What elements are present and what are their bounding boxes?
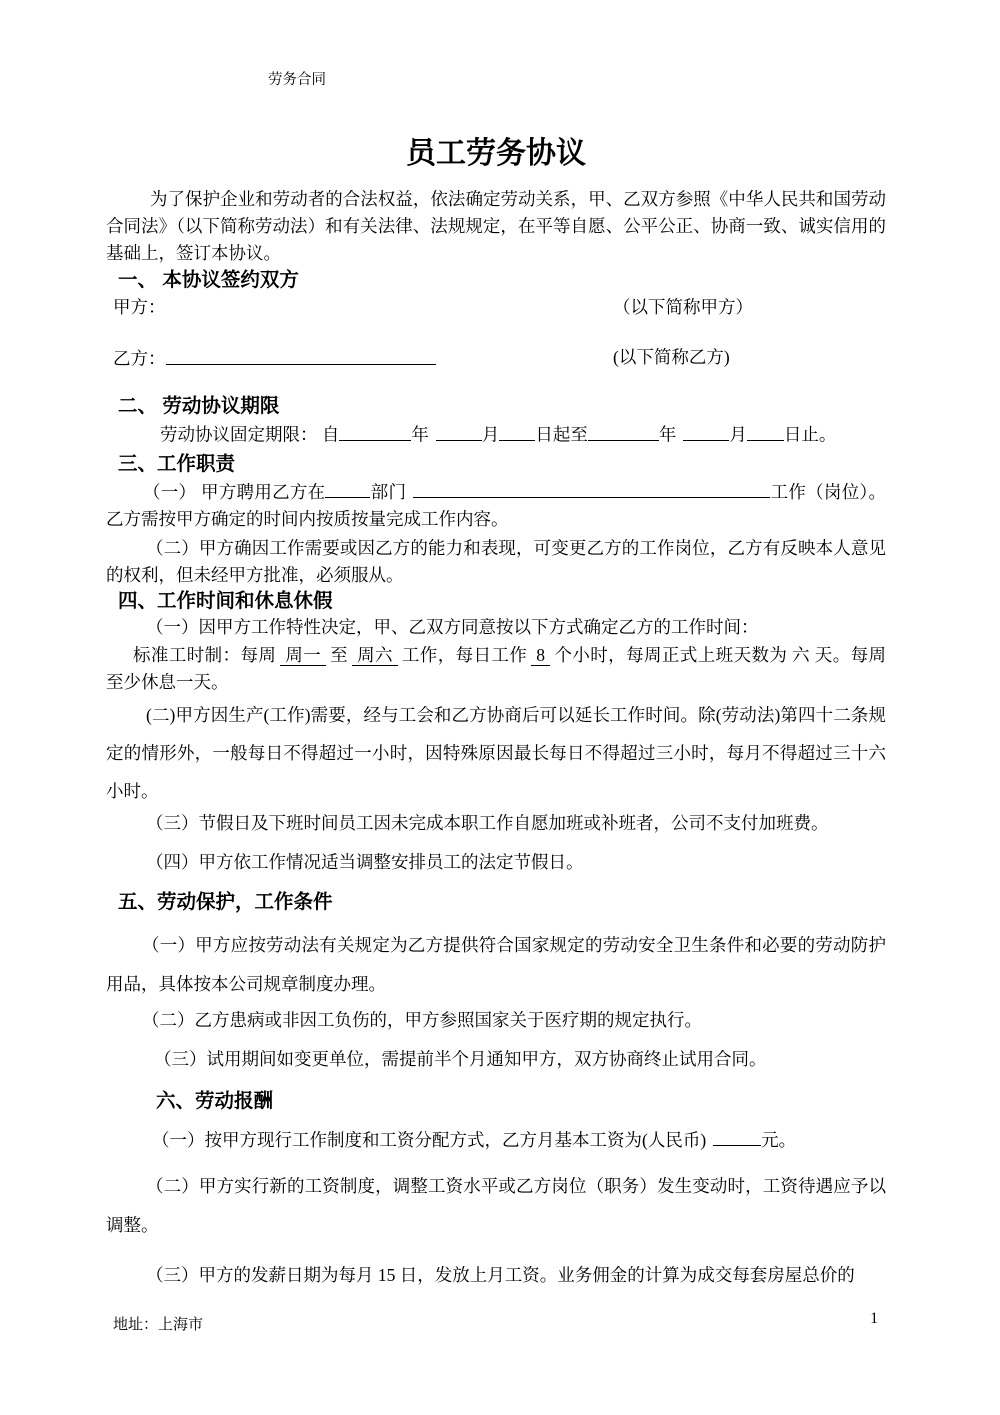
term-year2-text: 年 bbox=[658, 424, 677, 445]
party-a-note: （以下简称甲方） bbox=[613, 297, 753, 317]
section4-item1: （一）因甲方工作特性决定，甲、乙双方同意按以下方式确定乙方的工作时间： bbox=[146, 616, 759, 637]
section4-item2: (二)甲方因生产(工作)需要，经与工会和乙方协商后可以延长工作时间。除(劳动法)第四十二条规定的情形外，一般每日不得超过一小时，因特殊原因最长每日不得超过三小时，每月不得超过三十六小时。 bbox=[106, 704, 886, 801]
s6-item1-pre-text: （一）按甲方现行工作制度和工资分配方式，乙方月基本工资为(人民币) bbox=[152, 1129, 707, 1150]
term-blank-month2 bbox=[683, 422, 729, 441]
party-b-blank-field bbox=[166, 346, 436, 365]
party-a-row bbox=[113, 296, 886, 318]
section-heading-4: 四、工作时间和休息休假 bbox=[118, 589, 333, 612]
s3-position-blank bbox=[413, 479, 770, 498]
term-end-text: 日止。 bbox=[783, 424, 837, 445]
term-from-text: 日起至 bbox=[535, 424, 588, 445]
section4-item4: （四）甲方依工作情况适当调整安排员工的法定节假日。 bbox=[146, 851, 584, 872]
term-lead-text: 劳动协议固定期限： 自 bbox=[160, 424, 340, 445]
intro-paragraph: 为了保护企业和劳动者的合法权益，依法确定劳动关系，甲、乙双方参照《中华人民共和国劳动合同法》（以下简称劳动法）和有关法律、法规规定，在平等自愿、公平公正、协商一致、诚实信用的基础上，签订本协议。 bbox=[106, 189, 886, 263]
s3-item1-pre-text: （一） 甲方聘用乙方在 bbox=[143, 481, 326, 502]
term-line bbox=[106, 422, 886, 446]
term-year1-text: 年 bbox=[411, 424, 429, 445]
footer-address: 地址：上海市 bbox=[113, 1317, 204, 1333]
section-heading-5: 五、劳动保护，工作条件 bbox=[118, 890, 333, 913]
term-blank-year1 bbox=[339, 422, 411, 441]
section-heading-6: 六、劳动报酬 bbox=[156, 1089, 274, 1112]
party-a-label: 甲方： bbox=[113, 297, 166, 317]
section6-item1 bbox=[106, 1127, 886, 1154]
s3-item1-post-text: 工作（岗位）。乙方需按甲方确定的时间内按质按量完成工作内容。 bbox=[106, 481, 887, 529]
schedule-text-4: 个小时，每周正式上班天数为 六 天。每周至少休息一天。 bbox=[106, 644, 887, 692]
section-heading-1: 一、 本协议签约双方 bbox=[118, 269, 299, 291]
s6-item1-post-text: 元。 bbox=[761, 1129, 797, 1150]
term-blank-day2 bbox=[747, 422, 784, 441]
term-month1-text: 月 bbox=[481, 424, 500, 445]
schedule-text-3: 工作，每日工作 bbox=[401, 644, 528, 665]
schedule-end-day-value: 周六 bbox=[352, 645, 398, 666]
section4-item3: （三）节假日及下班时间员工因未完成本职工作自愿加班或补班者，公司不支付加班费。 bbox=[146, 812, 829, 833]
s3-department-blank bbox=[325, 479, 370, 498]
page-number: 1 bbox=[870, 1310, 878, 1327]
document-header-label: 劳务合同 bbox=[268, 72, 326, 88]
section-heading-2: 二、 劳动协议期限 bbox=[118, 395, 280, 417]
schedule-start-day-value: 周一 bbox=[280, 645, 326, 666]
term-blank-month1 bbox=[436, 422, 482, 441]
section6-item2: （二）甲方实行新的工资制度，调整工资水平或乙方岗位（职务）发生变动时，工资待遇应予以调整。 bbox=[106, 1175, 886, 1235]
document-title: 员工劳务协议 bbox=[406, 137, 586, 170]
section5-item3: （三）试用期间如变更单位，需提前半个月通知甲方，双方协商终止试用合同。 bbox=[154, 1048, 767, 1069]
term-month2-text: 月 bbox=[729, 424, 747, 445]
schedule-hours-value: 8 bbox=[531, 645, 550, 666]
term-blank-year2 bbox=[588, 422, 659, 441]
s3-item1-mid-text: 部门 bbox=[370, 481, 407, 502]
schedule-text-1: 标准工时制：每周 bbox=[133, 644, 277, 665]
section5-item1: （一）甲方应按劳动法有关规定为乙方提供符合国家规定的劳动安全卫生条件和必要的劳动防护用品，具体按本公司规章制度办理。 bbox=[106, 934, 886, 994]
schedule-text-2: 至 bbox=[330, 644, 349, 665]
party-b-note: (以下简称乙方) bbox=[613, 347, 730, 367]
section6-item3: （三）甲方的发薪日期为每月 15 日，发放上月工资。业务佣金的计算为成交每套房屋总价的 bbox=[146, 1264, 855, 1285]
section5-item2: （二）乙方患病或非因工负伤的，甲方参照国家关于医疗期的规定执行。 bbox=[142, 1009, 702, 1030]
section3-item2: （二）甲方确因工作需要或因乙方的能力和表现，可变更乙方的工作岗位，乙方有反映本人意见的权利，但未经甲方批准，必须服从。 bbox=[106, 537, 886, 585]
party-b-label: 乙方： bbox=[113, 348, 166, 369]
term-blank-day1 bbox=[499, 422, 535, 441]
s6-salary-blank bbox=[713, 1127, 761, 1146]
section-heading-3: 三、工作职责 bbox=[118, 452, 236, 475]
schedule-line bbox=[106, 642, 886, 696]
section3-item1 bbox=[106, 479, 886, 533]
party-b-row bbox=[113, 346, 886, 368]
